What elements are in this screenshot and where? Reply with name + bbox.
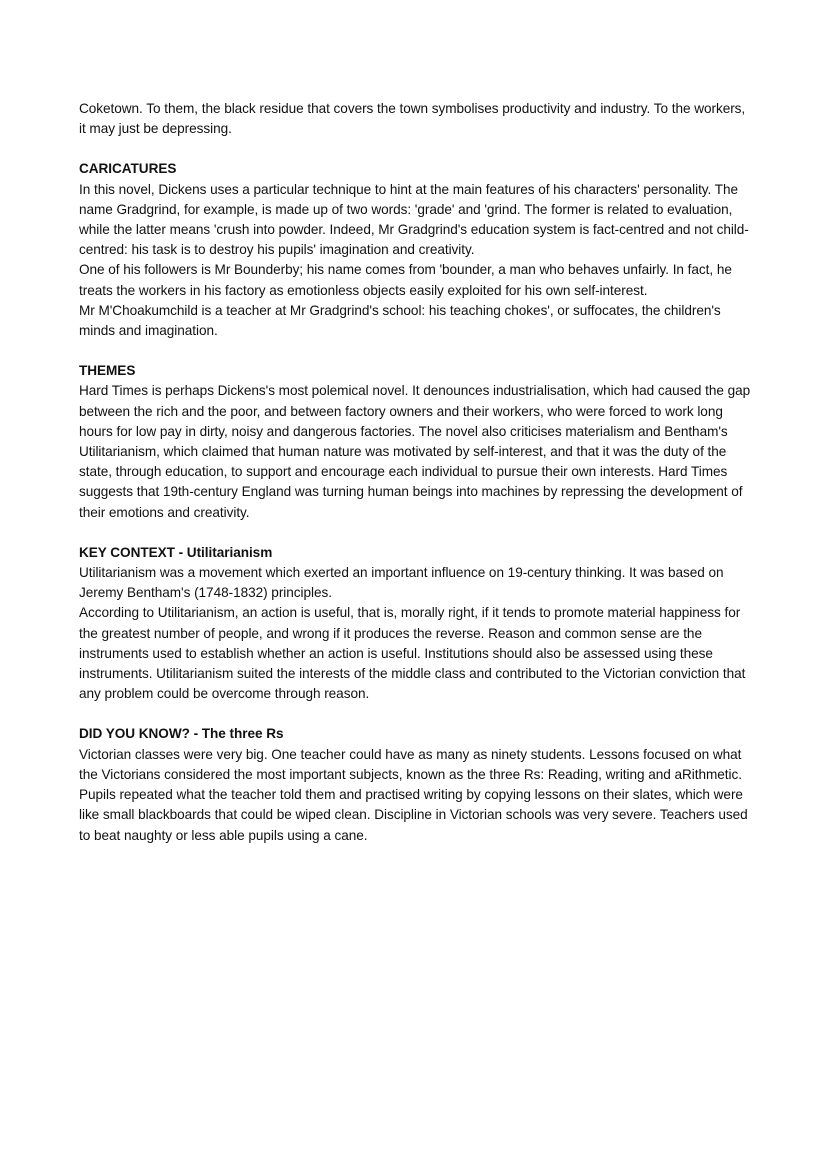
section-heading: DID YOU KNOW? - The three Rs (79, 726, 284, 742)
paragraph: According to Utilitarianism, an action is useful, that is, morally right, if it tends to promote material happiness for the greatest number of people, and wrong if it produces the reverse. Reason and common sense are the instruments used to establish whether an action is useful. Institutions should also be assessed using these instruments. Utilitarianism suited the interests of the middle class and contributed to the Victorian conviction that any problem could be overcome through reason. (79, 605, 746, 702)
paragraph: Hard Times is perhaps Dickens's most polemical novel. It denounces industrialisation, which had caused the gap between the rich and the poor, and between factory owners and their workers, who were forced to work long hours for low pay in dirty, noisy and dangerous factories. The novel also criticises materialism and Bentham's Utilitarianism, which claimed that human nature was motivated by self-interest, and that it was the duty of the state, through education, to support and encourage each individual to pursue their own interests. Hard Times suggests that 19th-century England was turning human beings into machines by repressing the development of their emotions and creativity. (79, 383, 751, 520)
intro-paragraph: Coketown. To them, the black residue that covers the town symbolises productivity and industry. To the workers, it may just be depressing. (79, 101, 746, 137)
section-heading: CARICATURES (79, 161, 177, 177)
section-key-context (79, 543, 754, 705)
section-themes (79, 361, 754, 523)
section-heading: KEY CONTEXT - Utilitarianism (79, 544, 273, 560)
document-page (79, 99, 754, 846)
section-caricatures (79, 159, 754, 341)
paragraph: Mr M'Choakumchild is a teacher at Mr Gradgrind's school: his teaching chokes', or suffocates, the children's minds and imagination. (79, 302, 721, 339)
section-heading: THEMES (79, 363, 136, 379)
paragraph: Victorian classes were very big. One teacher could have as many as ninety students. Lessons focused on what the Victorians considered the most important subjects, known as the three Rs: Reading, writing and aRithmetic. Pupils repeated what the teacher told them and practised writing by copying lessons on their slates, which were like small blackboards that could be wiped clean. Discipline in Victorian schools was very severe. Teachers used to beat naughty or less able pupils using a cane. (79, 746, 748, 843)
section-did-you-know (79, 724, 754, 845)
paragraph: One of his followers is Mr Bounderby; his name comes from 'bounder, a man who behaves unfairly. In fact, he treats the workers in his factory as emotionless objects easily exploited for his own self-interest. (79, 262, 732, 298)
paragraph: Utilitarianism was a movement which exerted an important influence on 19-century thinking. It was based on Jeremy Bentham's (1748-1832) principles. (79, 565, 724, 601)
paragraph: In this novel, Dickens uses a particular technique to hint at the main features of his characters' personality. The name Gradgrind, for example, is made up of two words: 'grade' and 'grind. The former is related to evaluation, while the latter means 'crush into powder. Indeed, Mr Gradgrind's education system is fact-centred and not child-centred: his task is to destroy his pupils' imagination and creativity. (79, 181, 749, 258)
